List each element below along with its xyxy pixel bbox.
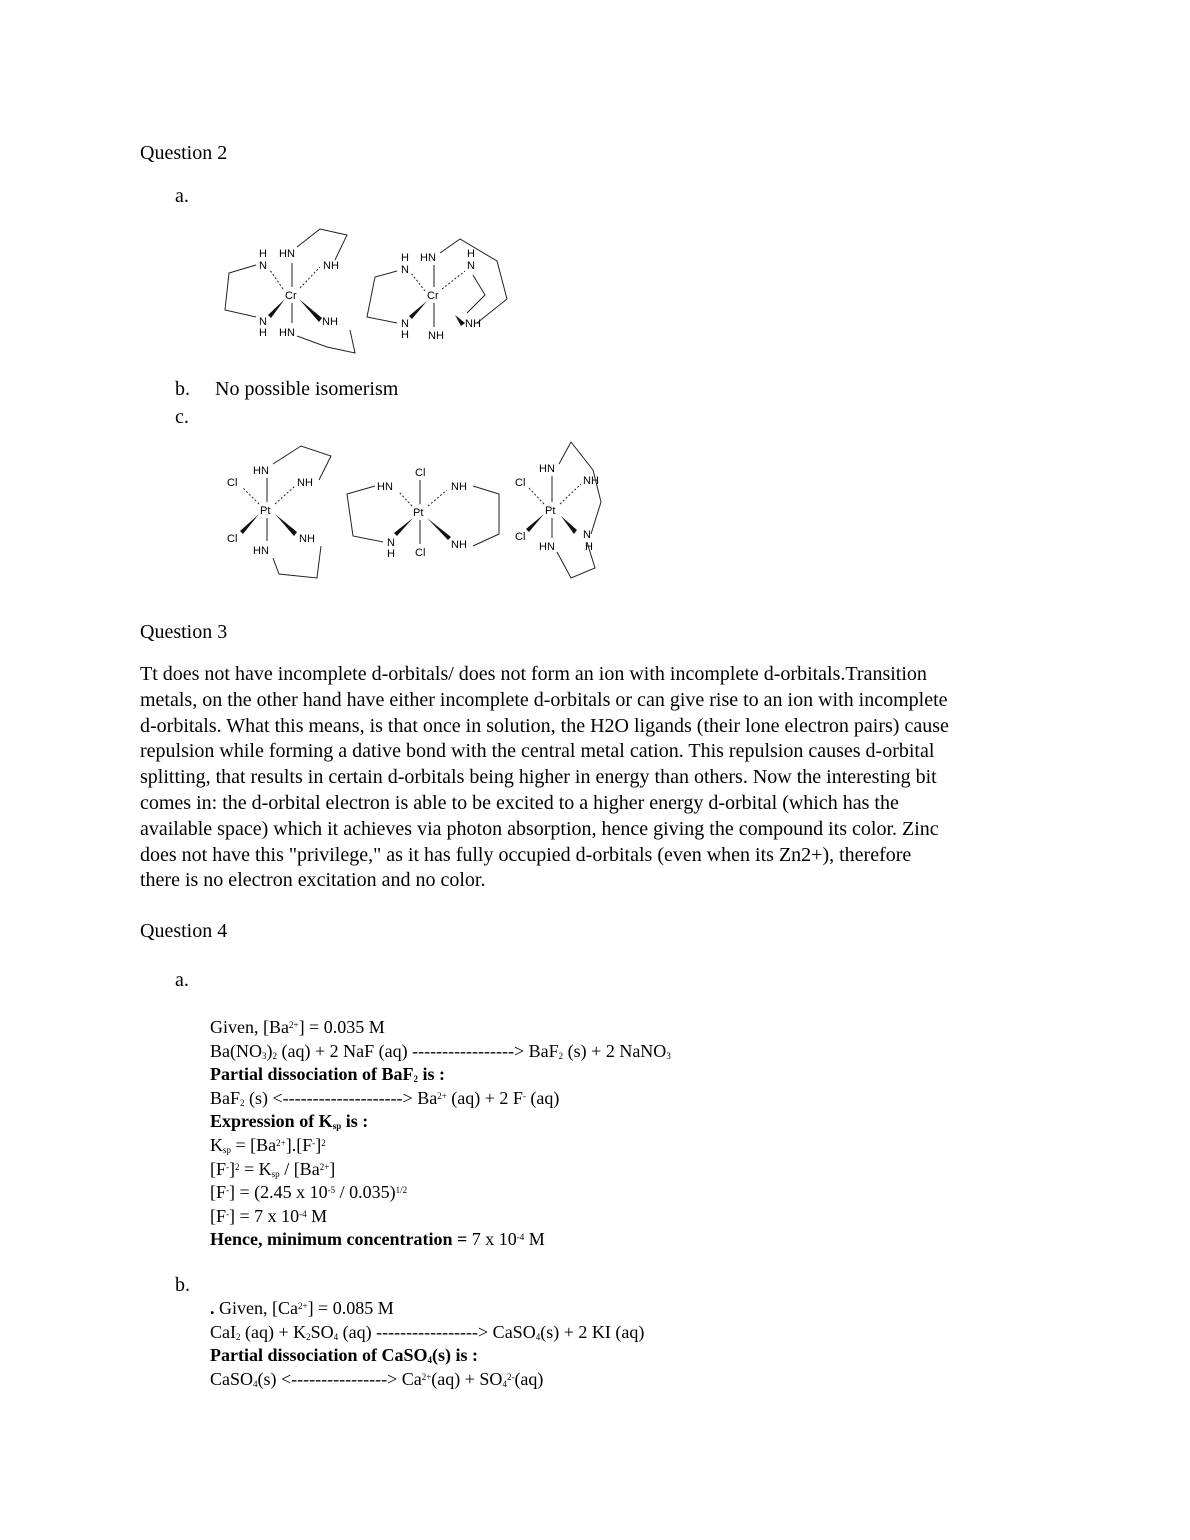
q3-line: metals, on the other hand have either incomplete d-orbitals or can give rise to an ion with incomplete <box>140 688 948 711</box>
q2-c-marker: c. <box>175 406 189 428</box>
given-line: Given, $[Ba^{2+}] = 0.035$ M <box>210 1017 385 1037</box>
q4-a-calculation <box>210 1016 671 1252</box>
atom-label: Pt <box>545 505 556 517</box>
f-calc-line: [F-] = (2.45 x $10^{-5} / 0.035)^{1/2}$ <box>210 1182 408 1203</box>
given-line: . Given, $[Ca^{2+}] = 0.085$ M <box>210 1298 394 1318</box>
atom-label: NH <box>583 475 599 487</box>
atom-label: H <box>387 548 395 560</box>
chromium-isomers-figure <box>215 215 525 365</box>
q3-line: available space) which it achieves via photon absorption, hence giving the compound its color. Zinc <box>140 817 939 840</box>
q3-line: Tt does not have incomplete d-orbitals/ does not form an ion with incomplete d-orbitals.Transition <box>140 663 927 685</box>
atom-label: HN <box>377 481 393 493</box>
atom-label: HN <box>539 463 555 475</box>
q3-line: d-orbitals. What this means, is that once in solution, the H2O ligands (their lone electron pairs) cause <box>140 714 949 737</box>
atom-label: Cl <box>227 533 238 545</box>
atom-label: HN <box>420 252 436 264</box>
atom-label: H <box>401 252 409 264</box>
f-result-line: [F-] = 7 x $10^{-4}$ M <box>210 1205 328 1226</box>
atom-label: HN <box>279 248 295 260</box>
equilibrium-line: CaSO$_4$(s) <----------------> $Ca^{2+}(aq) + SO_4^{2-}(aq)$ <box>210 1368 544 1389</box>
atom-label: Pt <box>413 507 424 519</box>
atom-label: H <box>259 248 267 260</box>
reaction-line: $Ba(NO_3)_2$ (aq) + 2 NaF (aq) -----------------> BaF$_2$ (s) + 2 NaNO$_3$ <box>210 1040 671 1061</box>
atom-label: NH <box>465 318 481 330</box>
atom-label: HN <box>253 545 269 557</box>
q2-b-marker: b. <box>175 378 190 400</box>
atom-label: Cl <box>515 477 526 489</box>
atom-label: NH <box>323 260 339 272</box>
partial-dissociation-heading: Partial dissociation of CaSO$_4$(s) is : <box>210 1345 479 1366</box>
atom-label: NH <box>451 481 467 493</box>
atom-label: NH <box>451 539 467 551</box>
atom-label: NH <box>297 477 313 489</box>
atom-label: NH <box>299 533 315 545</box>
atom-label: H <box>401 329 409 341</box>
pt-structure-2 <box>347 467 499 560</box>
atom-label: N <box>259 260 267 272</box>
atom-label: Cl <box>415 547 426 559</box>
ksp-line: $K_{sp} = [Ba^{2+}].[F^-]^2$ <box>210 1134 326 1155</box>
cr-structure-2 <box>367 239 507 342</box>
q2-heading: Question 2 <box>140 142 228 164</box>
atom-label: N <box>467 260 475 272</box>
atom-label: HN <box>279 327 295 339</box>
atom-label: H <box>585 541 593 553</box>
atom-label: Cr <box>427 290 439 302</box>
ksp-expression-heading: Expression of $K_{sp}$ is : <box>210 1111 369 1132</box>
atom-label: NH <box>322 316 338 328</box>
q3-line: does not have this "privilege," as it has fully occupied d-orbitals (even when its Zn2+), therefore <box>140 843 912 866</box>
pt-structure-3 <box>515 442 601 578</box>
q4-heading: Question 4 <box>140 920 228 942</box>
atom-label: H <box>259 327 267 339</box>
q4-b-marker: b. <box>175 1274 190 1296</box>
reaction-line: CaI$_2$ $(aq) + K_2SO_4$ (aq) -----------------> CaSO$_4$(s) + 2 KI (aq) <box>210 1321 645 1342</box>
q2-b-text: No possible isomerism <box>215 378 399 400</box>
hence-line: Hence, minimum concentration = 7 x $10^{-4}$ M <box>210 1229 545 1250</box>
atom-label: N <box>401 264 409 276</box>
atom-label: Cl <box>227 477 238 489</box>
atom-label: HN <box>539 541 555 553</box>
q3-heading: Question 3 <box>140 621 228 643</box>
equilibrium-line: BaF$_2$ (s) <--------------------> $Ba^{2+}$ (aq) + 2 F- (aq) <box>210 1087 560 1108</box>
q2-a-marker: a. <box>175 185 189 207</box>
q3-line: comes in: the d-orbital electron is able to be excited to a higher energy d-orbital (which has the <box>140 791 899 814</box>
atom-label: Cl <box>515 531 526 543</box>
atom-label: H <box>467 248 475 260</box>
atom-label: N <box>401 318 409 330</box>
atom-label: Pt <box>260 505 271 517</box>
q4-a-marker: a. <box>175 969 189 991</box>
cr-structure-1 <box>225 229 355 353</box>
atom-label: N <box>259 316 267 328</box>
q3-paragraph <box>140 662 1060 894</box>
platinum-isomers-figure <box>215 438 625 593</box>
atom-label: N <box>387 537 395 549</box>
atom-label: N <box>583 529 591 541</box>
atom-label: HN <box>253 465 269 477</box>
q3-line: splitting, that results in certain d-orbitals being higher in energy than others. Now the interesting bit <box>140 766 937 789</box>
atom-label: Cl <box>415 467 426 479</box>
q4-b-calculation <box>210 1297 644 1391</box>
q3-line: repulsion while forming a dative bond with the central metal cation. This repulsion causes d-orbital <box>140 740 935 763</box>
atom-label: NH <box>428 330 444 342</box>
atom-label: Cr <box>285 290 297 302</box>
pt-structure-1 <box>227 446 331 578</box>
partial-dissociation-heading: Partial dissociation of BaF$_2$ is : <box>210 1064 445 1085</box>
q3-line: there is no electron excitation and no color. <box>140 869 486 892</box>
f-squared-line: $[F^-]^2 = K_{sp} / [Ba^{2+}]$ <box>210 1158 336 1179</box>
